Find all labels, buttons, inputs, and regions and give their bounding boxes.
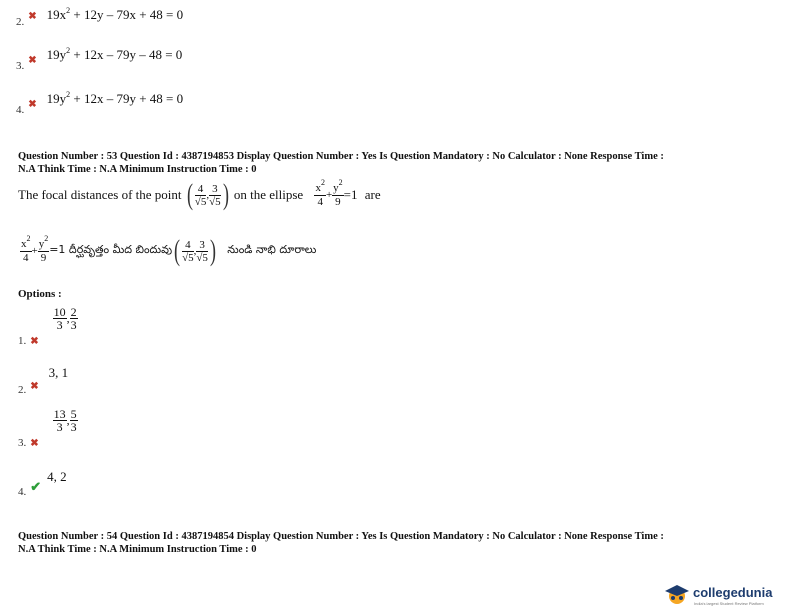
question-text-telugu: $\frac{x^2}{4}$ + $\frac{y^2}{9}$ =1 దీర్ఘవృత్తం మీద బిందువు( $\frac{4}{√5}$ , $\frac{3}{√5}$ ) నుండి నాభి దూరాలు	[21, 234, 317, 267]
wrong-cross-icon: ✖	[28, 11, 37, 22]
graduation-cap-icon	[662, 583, 692, 605]
logo-tagline: India's largest Student Review Platform	[694, 601, 764, 606]
ellipse-x-term: $\frac{x^2}{4}$	[21, 234, 31, 264]
ellipse-y-term: $\frac{y^2}{9}$	[38, 234, 49, 264]
option-3: $_{3.}$ $_✖$ $\frac{13}{3}$ , $\frac{5}{3}$	[18, 407, 77, 450]
option-1: $_{1.}$ $_✖$ $\frac{10}{3}$ , $\frac{2}{3}$	[18, 305, 77, 348]
option-number: 4.	[18, 486, 27, 498]
prev-option-2	[16, 6, 184, 28]
option-equation: $19y^2 + 12x - 79y + 48 = 0$	[46, 90, 184, 106]
option-number: 3.	[18, 437, 27, 450]
options-label: Options :	[18, 288, 62, 300]
wrong-cross-icon: ✖	[28, 99, 37, 110]
option-equation: $19x^2 + 12y - 79x + 48 = 0$	[46, 6, 184, 22]
wrong-cross-icon: ✖	[30, 381, 39, 392]
wrong-cross-icon: ✖	[30, 336, 39, 348]
point-y-fraction: $\frac{3}{√5}$	[209, 182, 221, 208]
option-equation: $19y^2 + 12x - 79y - 48 = 0$	[46, 46, 183, 62]
wrong-cross-icon: ✖	[30, 438, 39, 450]
prev-option-3	[16, 46, 183, 72]
ellipse-x-term: $\frac{x^2}{4}$	[315, 178, 325, 208]
correct-check-icon: ✔	[30, 479, 42, 494]
logo-name: collegedunia	[693, 585, 773, 600]
question-54-meta: Question Number : 54 Question Id : 4387194854 Display Question Number : Yes Is Question Mandatory : No Calculator : None Response Time : N.A Think Time : N.A Minimum Instruction Time : 0	[18, 531, 664, 555]
option-2: $_{2.}$ $_✖$ 3, 1	[18, 365, 69, 396]
option-number: 1.	[18, 335, 27, 348]
option-4: $_{4.}$ $_✔$ 4, 2	[18, 469, 67, 498]
question-53-meta: Question Number : 53 Question Id : 4387194853 Display Question Number : Yes Is Question Mandatory : No Calculator : None Response Time : N.A Think Time : N.A Minimum Instruction Time : 0	[18, 151, 664, 175]
point-x-fraction: $\frac{4}{√5}$	[194, 182, 207, 208]
wrong-cross-icon: ✖	[28, 55, 37, 66]
option-number: 4.	[16, 104, 25, 116]
question-text-english: The focal distances of the point ( $\frac{4}{√5}$ , $\frac{3}{√5}$ ) on the ellipse $\frac{x^2}{4}$ + $\frac{y^2}{9}$ =1 are	[18, 178, 381, 211]
option-number: 3.	[16, 60, 25, 72]
option-number: 2.	[16, 16, 25, 28]
collegedunia-logo	[662, 583, 786, 607]
point-y-fraction: $\frac{3}{√5}$	[196, 238, 208, 264]
point-x-fraction: $\frac{4}{√5}$	[182, 238, 194, 264]
option-number: 2.	[18, 384, 27, 396]
ellipse-y-term: $\frac{y^2}{9}$	[333, 178, 343, 208]
prev-option-4	[16, 90, 184, 116]
